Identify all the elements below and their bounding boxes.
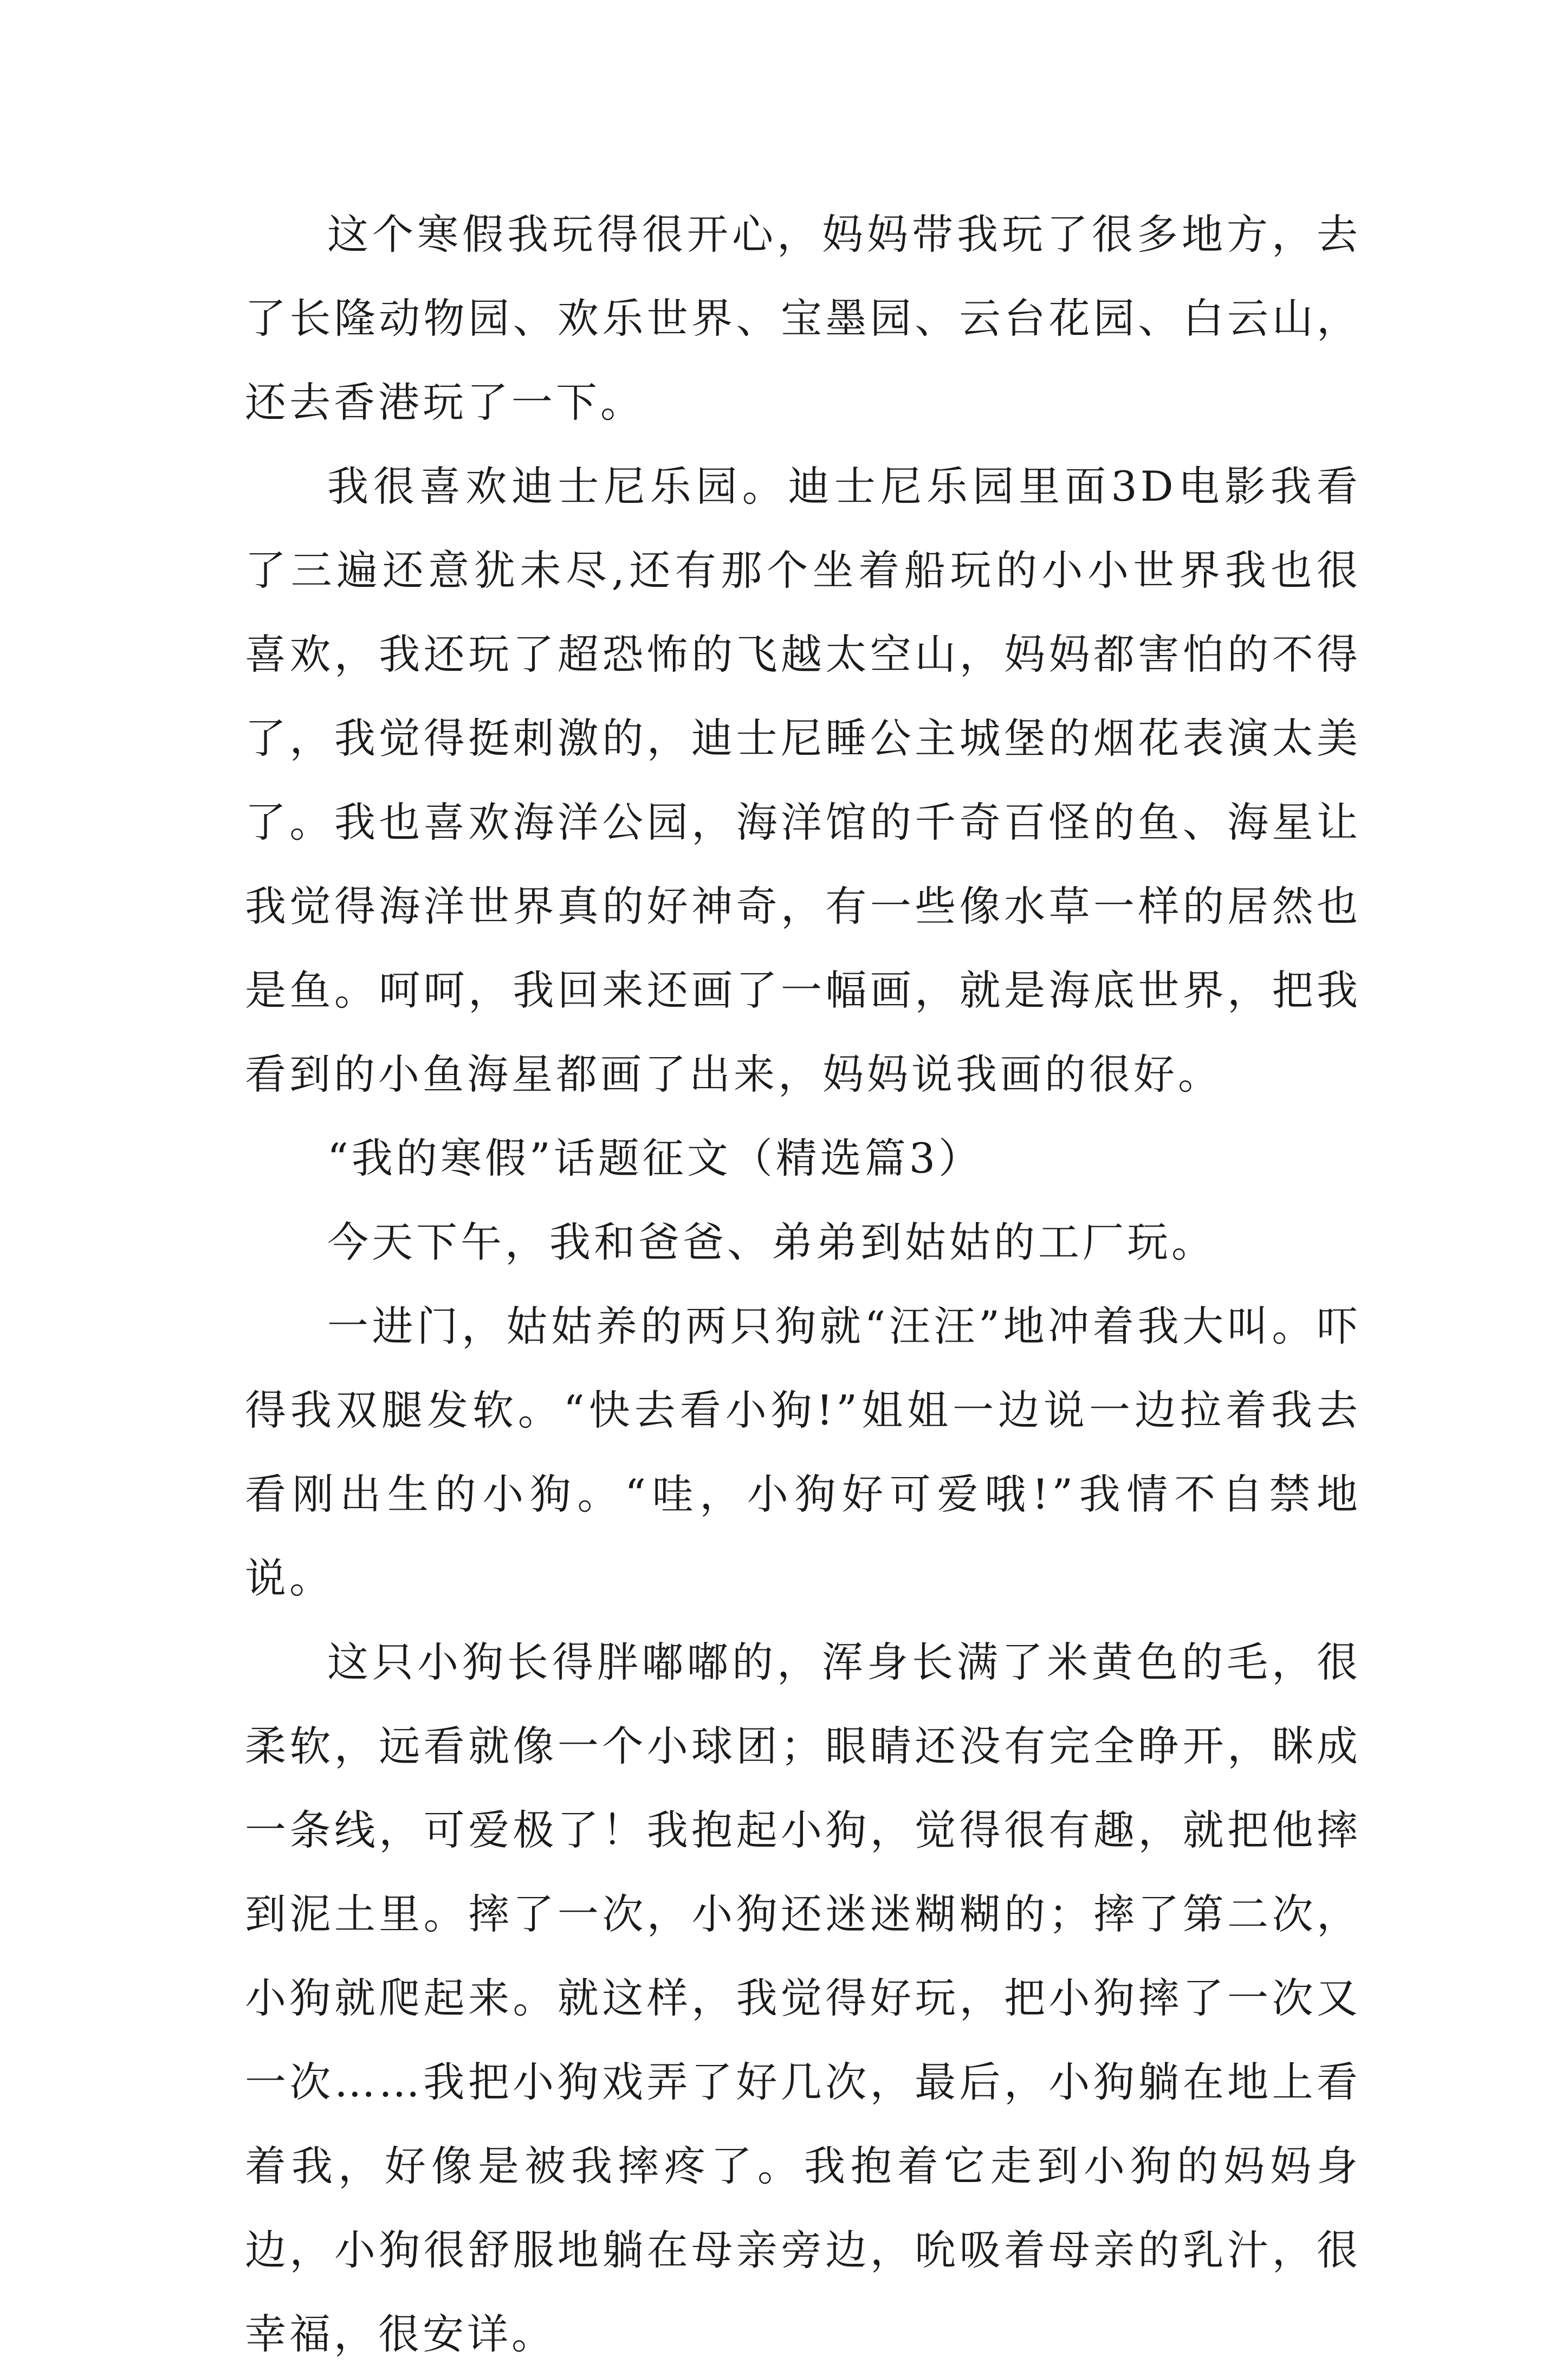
paragraph-winter-trips: 这个寒假我玩得很开心，妈妈带我玩了很多地方，去了长隆动物园、欢乐世界、宝墨园、云台花园、白云山，还去香港玩了一下。 xyxy=(245,210,1361,426)
paragraph-afternoon: 今天下午，我和爸爸、弟弟到姑姑的工厂玩。 xyxy=(327,1218,1216,1266)
paragraph-dogs-barking: 一进门，姑姑养的两只狗就“汪汪”地冲着我大叫。吓得我双腿发软。“快去看小狗!”姐姐一边说一边拉着我去看刚出生的小狗。“哇，小狗好可爱哦!”我情不自禁地说。 xyxy=(245,1302,1361,1602)
document-body xyxy=(245,192,1361,2376)
paragraph-puppy: 这只小狗长得胖嘟嘟的，浑身长满了米黄色的毛，很柔软，远看就像一个小球团；眼睛还没有完全睁开，眯成一条线，可爱极了！我抱起小狗，觉得很有趣，就把他摔到泥土里。摔了一次，小狗还迷迷糊糊的；摔了第二次，小狗就爬起来。就这样，我觉得好玩，把小狗摔了一次又一次……我把小狗戏弄了好几次，最后，小狗躺在地上看着我，好像是被我摔疼了。我抱着它走到小狗的妈妈身边，小狗很舒服地躺在母亲旁边，吮吸着母亲的乳汁，很幸福，很安详。 xyxy=(245,1638,1361,2358)
section-heading: “我的寒假”话题征文（精选篇3） xyxy=(327,1134,983,1182)
paragraph-disneyland: 我很喜欢迪士尼乐园。迪士尼乐园里面3D电影我看了三遍还意犹未尽,还有那个坐着船玩的小小世界我也很喜欢，我还玩了超恐怖的飞越太空山，妈妈都害怕的不得了，我觉得挺刺激的，迪士尼睡公主城堡的烟花表演太美了。我也喜欢海洋公园，海洋馆的千奇百怪的鱼、海星让我觉得海洋世界真的好神奇，有一些像水草一样的居然也是鱼。呵呵，我回来还画了一幅画，就是海底世界，把我看到的小鱼海星都画了出来，妈妈说我画的很好。 xyxy=(245,462,1361,1098)
